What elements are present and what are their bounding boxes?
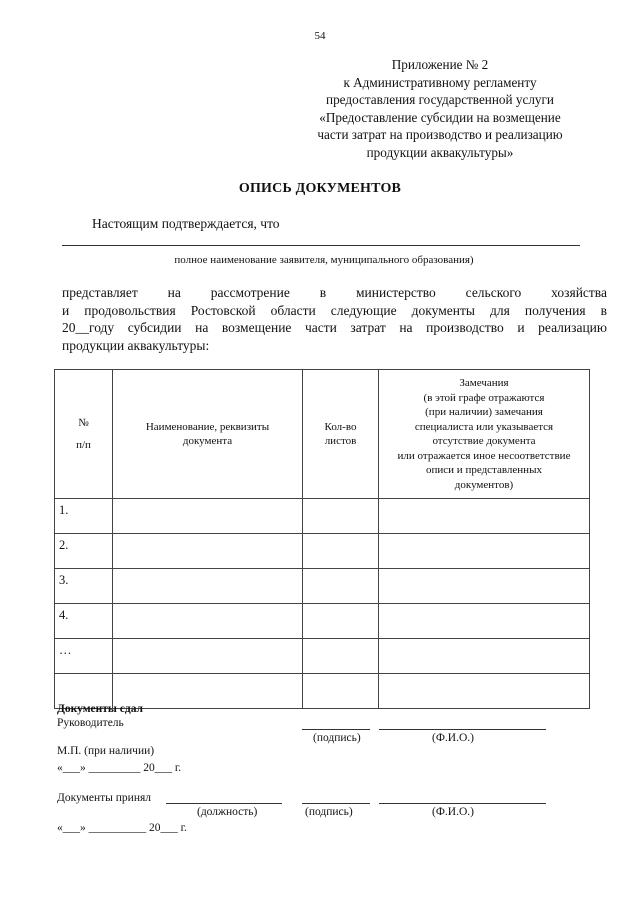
header-num: № п/п	[55, 370, 113, 499]
page-number: 54	[314, 30, 326, 42]
handed-date[interactable]: «___» _________ 20___ г.	[57, 762, 182, 774]
header-name: Наименование, реквизиты документа	[113, 370, 303, 499]
header-count: Кол-во листов	[303, 370, 379, 499]
cell-name[interactable]	[113, 569, 303, 604]
cell-count[interactable]	[303, 534, 379, 569]
document-title: ОПИСЬ ДОКУМЕНТОВ	[238, 181, 402, 196]
paragraph-line: продукции аквакультуры:	[62, 337, 210, 353]
applicant-name-line[interactable]	[62, 245, 580, 246]
cell-name[interactable]	[113, 499, 303, 534]
annex-line: «Предоставление субсидии на возмещение	[319, 109, 561, 125]
handed-fio-caption: (Ф.И.О.)	[432, 732, 474, 744]
row-number: 4.	[55, 604, 113, 639]
received-position-caption: (должность)	[197, 806, 258, 818]
cell-remarks[interactable]	[379, 569, 590, 604]
header-remarks: Замечания (в этой графе отражаются (при наличии) замечания специалиста или указывается отсутствие документа или отражается иное несоответствие описи и представленных документов)	[379, 370, 590, 499]
annex-line: продукции аквакультуры»	[366, 144, 514, 160]
received-fio-caption: (Ф.И.О.)	[432, 806, 474, 818]
annex-line: Приложение № 2	[391, 57, 489, 72]
received-signature-caption: (подпись)	[305, 806, 353, 818]
paragraph-line: и продовольствия Ростовской области следующие документы для получения в	[62, 302, 607, 318]
annex-line: к Административному регламенту	[343, 74, 537, 90]
cell-name[interactable]	[113, 604, 303, 639]
cell-remarks[interactable]	[379, 674, 590, 709]
annex-line: части затрат на производство и реализацию	[317, 127, 563, 143]
cell-remarks[interactable]	[379, 604, 590, 639]
row-number: 3.	[55, 569, 113, 604]
paragraph-line: представляет на рассмотрение в министерство сельского хозяйства	[62, 285, 607, 300]
received-signature-line[interactable]	[302, 803, 370, 804]
table-header-row	[55, 370, 590, 499]
table-row	[55, 499, 590, 534]
received-fio-line[interactable]	[379, 803, 546, 804]
table-row	[55, 534, 590, 569]
annex-line: предоставления государственной услуги	[326, 92, 554, 108]
confirm-text: Настоящим подтверждается, что	[92, 216, 280, 231]
request-paragraph	[62, 284, 607, 354]
received-label: Документы принял	[57, 792, 152, 804]
received-date[interactable]: «___» __________ 20___ г.	[57, 822, 187, 834]
paragraph-line: 20__году субсидии на возмещение части затрат на производство и реализацию	[62, 320, 607, 335]
cell-remarks[interactable]	[379, 639, 590, 674]
cell-count[interactable]	[303, 674, 379, 709]
documents-table	[54, 369, 590, 709]
cell-name[interactable]	[113, 639, 303, 674]
cell-name[interactable]	[113, 534, 303, 569]
table-row	[55, 569, 590, 604]
applicant-caption: полное наименование заявителя, муниципального образования)	[174, 254, 474, 266]
cell-count[interactable]	[303, 499, 379, 534]
table-row	[55, 604, 590, 639]
cell-remarks[interactable]	[379, 534, 590, 569]
received-position-line[interactable]	[166, 803, 282, 804]
cell-count[interactable]	[303, 639, 379, 674]
row-number: 2.	[55, 534, 113, 569]
cell-remarks[interactable]	[379, 499, 590, 534]
cell-count[interactable]	[303, 569, 379, 604]
seal-label: М.П. (при наличии)	[57, 745, 155, 757]
handed-heading: Документы сдал	[57, 703, 144, 715]
table-row	[55, 639, 590, 674]
row-number: 1.	[55, 499, 113, 534]
handed-signature-caption: (подпись)	[313, 732, 361, 744]
handed-role: Руководитель	[57, 717, 124, 729]
cell-count[interactable]	[303, 604, 379, 639]
row-number: …	[55, 639, 113, 674]
handed-fio-line[interactable]	[379, 729, 546, 730]
annex-block	[300, 56, 580, 162]
handed-signature-line[interactable]	[302, 729, 370, 730]
